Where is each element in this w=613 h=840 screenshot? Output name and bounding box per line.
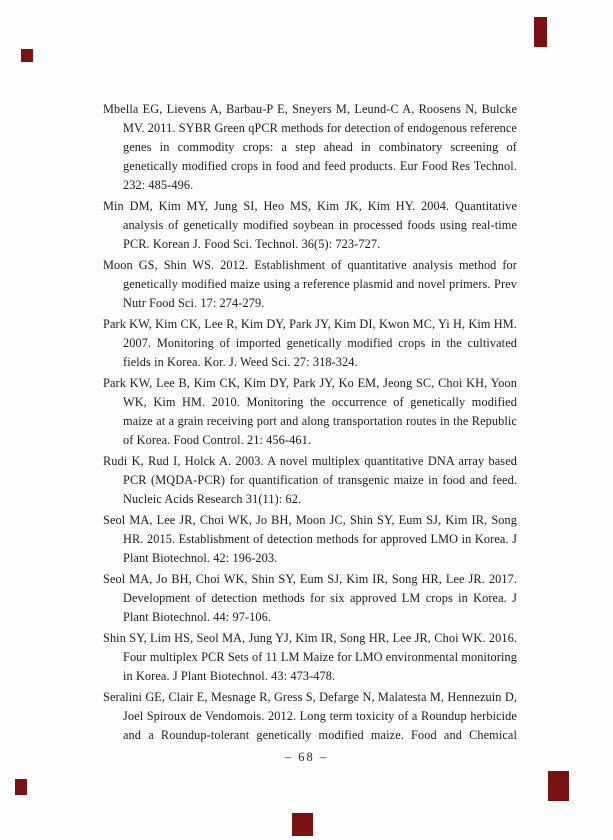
artifact-mark-bottom-left bbox=[15, 779, 27, 795]
artifact-mark-bottom-right bbox=[548, 771, 569, 801]
references-list bbox=[103, 100, 517, 747]
reference-entry: Park KW, Kim CK, Lee R, Kim DY, Park JY, Kim DI, Kwon MC, Yi H, Kim HM. 2007. Monitoring of imported genetically modified crops in the cultivated fields in Korea. Kor. J. Weed Sci. 27: 318-324. bbox=[103, 317, 517, 369]
artifact-mark-left-top bbox=[21, 49, 33, 62]
reference-entry: Mbella EG, Lievens A, Barbau-P E, Sneyers M, Leund-C A, Roosens N, Bulcke MV. 2011. SYBR Green qPCR methods for detection of endogenous reference genes in commodity crops: a step ahead in combinatory screening of genetically modified crops in food and feed products. Eur Food Res Technol. 232: 485-496. bbox=[103, 102, 517, 192]
page-number: – 68 – bbox=[284, 750, 329, 764]
reference-entry: Rudi K, Rud I, Holck A. 2003. A novel multiplex quantitative DNA array based PCR (MQDA-PCR) for quantification of transgenic maize in food and feed. Nucleic Acids Research 31(11): 62. bbox=[103, 454, 517, 506]
reference-entry: Park KW, Lee B, Kim CK, Kim DY, Park JY, Ko EM, Jeong SC, Choi KH, Yoon WK, Kim HM. 2010. Monitoring the occurrence of genetically modified maize at a grain receiving port and along transportation routes in the Republic of Korea. Food Control. 21: 456-461. bbox=[103, 376, 517, 447]
reference-entry: Shin SY, Lim HS, Seol MA, Jung YJ, Kim IR, Song HR, Lee JR, Choi WK. 2016. Four multiplex PCR Sets of 11 LM Maize for LMO environmental monitoring in Korea. J Plant Biotechnol. 43: 473-478. bbox=[103, 631, 517, 683]
reference-entry: Seol MA, Lee JR, Choi WK, Jo BH, Moon JC, Shin SY, Eum SJ, Kim IR, Song HR. 2015. Establishment of detection methods for approved LMO in Korea. J Plant Biotechnol. 42: 196-203. bbox=[103, 513, 517, 565]
reference-entry: Seol MA, Jo BH, Choi WK, Shin SY, Eum SJ, Kim IR, Song HR, Lee JR. 2017. Development of detection methods for six approved LM crops in Korea. J Plant Biotechnol. 44: 97-106. bbox=[103, 572, 517, 624]
artifact-mark-bottom-center bbox=[292, 813, 313, 836]
reference-entry: Moon GS, Shin WS. 2012. Establishment of quantitative analysis method for genetically modified maize using a reference plasmid and novel primers. Prev Nutr Food Sci. 17: 274-279. bbox=[103, 258, 517, 310]
reference-entry: Min DM, Kim MY, Jung SI, Heo MS, Kim JK, Kim HY. 2004. Quantitative analysis of genetically modified soybean in processed foods using real-time PCR. Korean J. Food Sci. Technol. 36(5): 723-727. bbox=[103, 199, 517, 251]
reference-entry: Seralini GE, Clair E, Mesnage R, Gress S, Defarge N, Malatesta M, Hennezuin D, Joel Spiroux de Vendomois. 2012. Long term toxicity of a Roundup herbicide and a Roundup-tolerant genetically modified maize. Food and Chemical bbox=[103, 690, 517, 742]
artifact-mark-top-right bbox=[534, 17, 547, 47]
